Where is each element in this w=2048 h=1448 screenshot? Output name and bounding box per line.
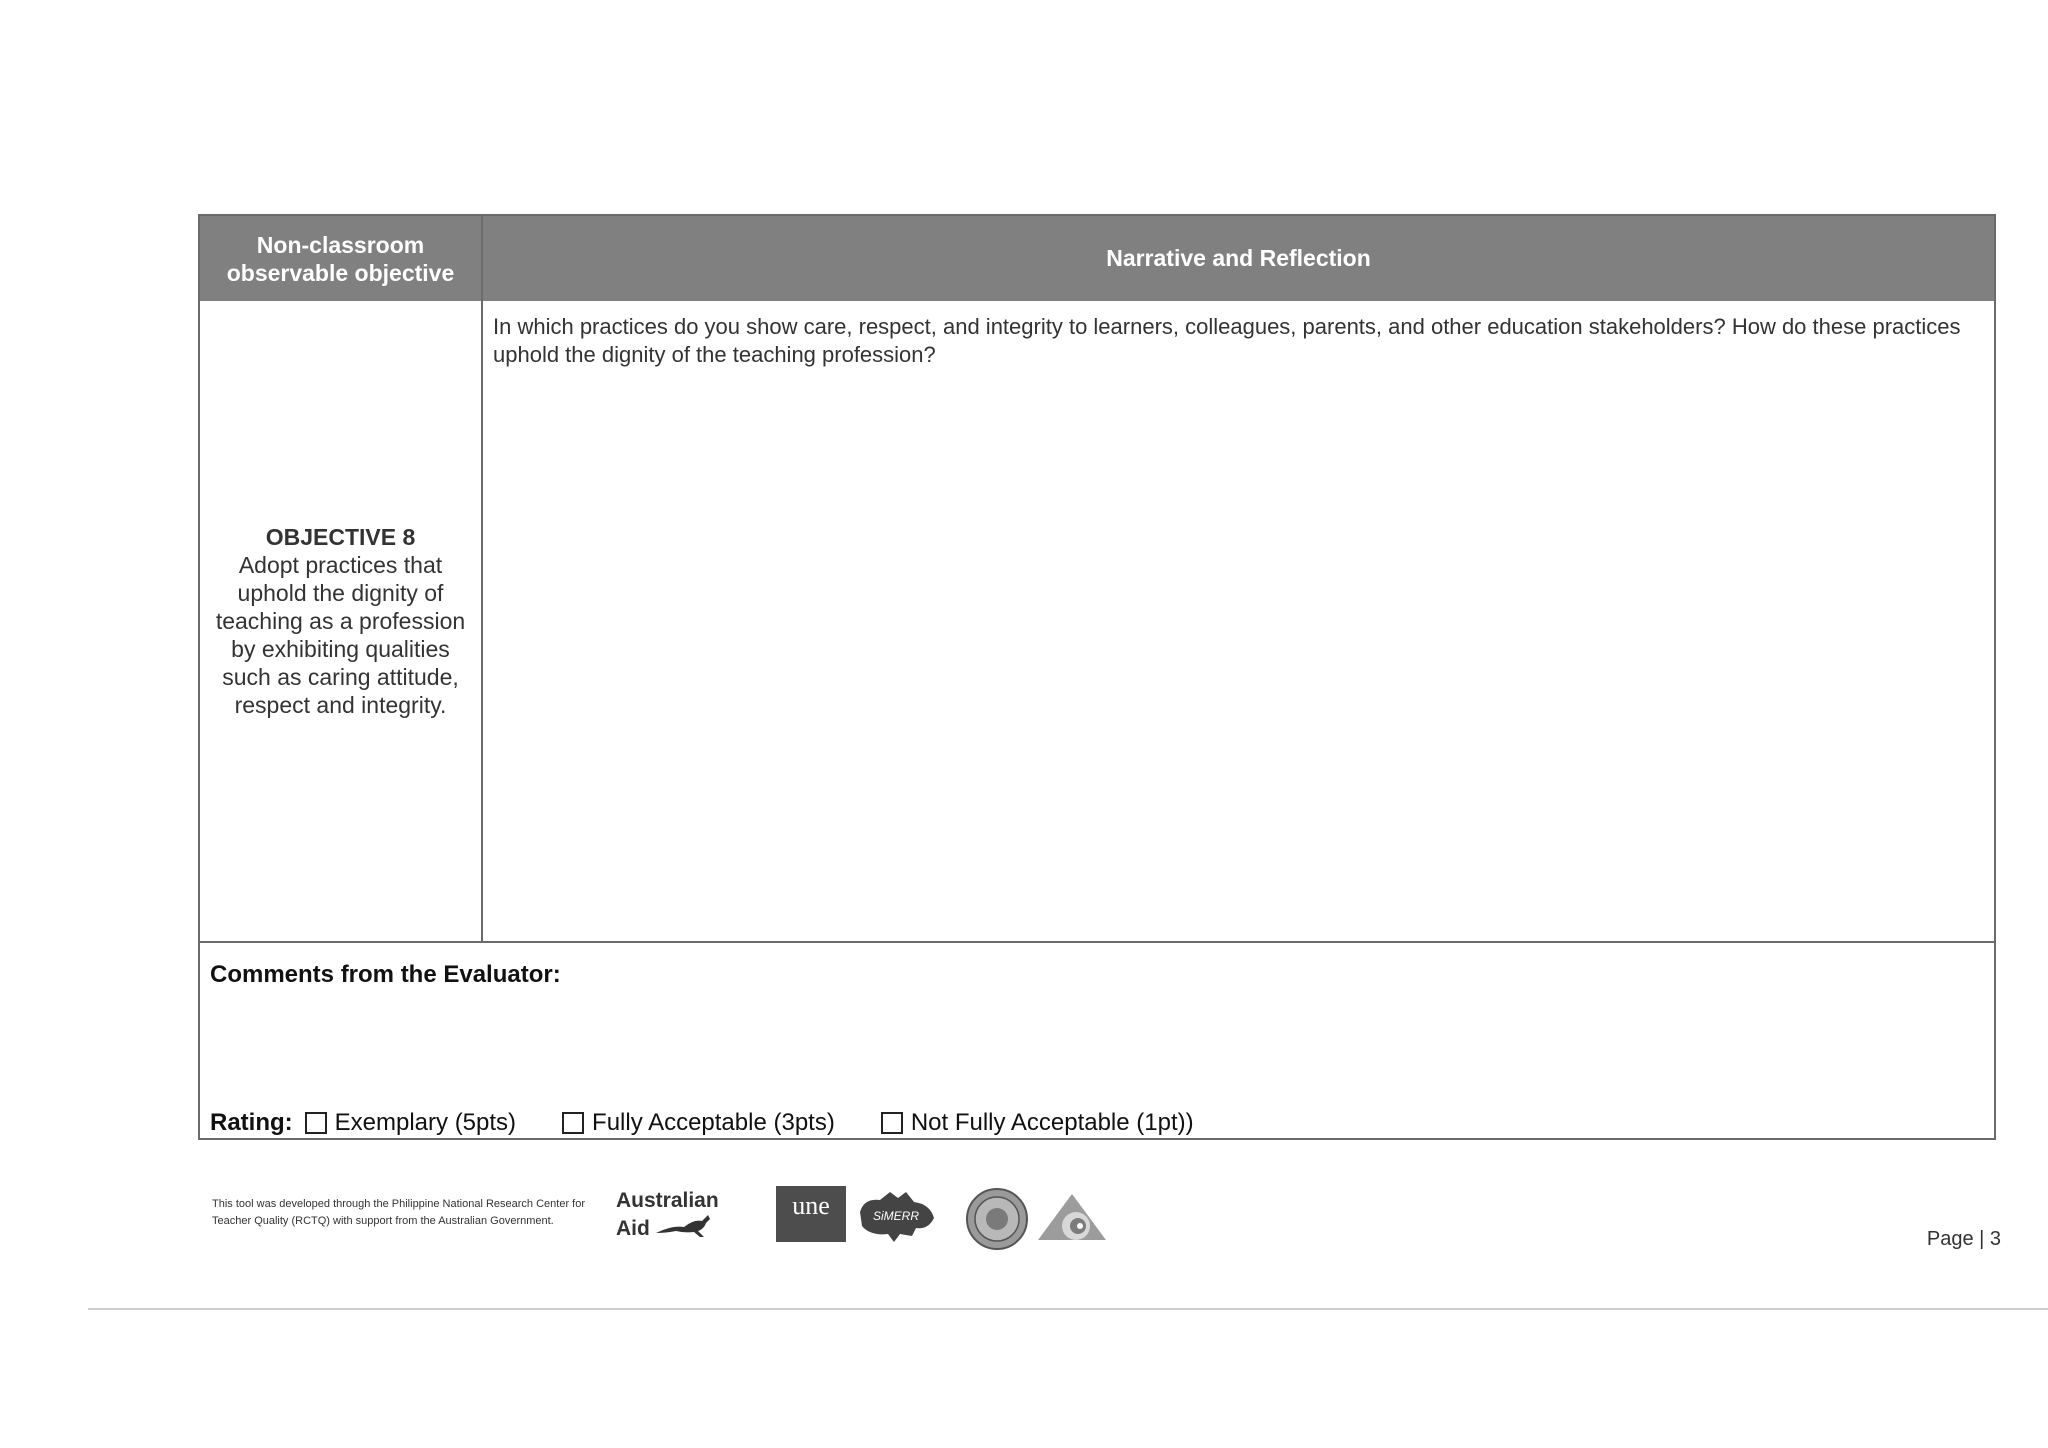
header-objective-column: Non-classroom observable objective [200,216,483,301]
rating-option-not-fully-acceptable[interactable] [881,1109,1194,1137]
objective-row [200,301,1994,943]
rating-option-fully-acceptable[interactable] [562,1109,835,1137]
australian-aid-logo [616,1190,756,1250]
observation-form-table [198,214,1996,1140]
table-header-row [200,216,1994,301]
exemplary-checkbox[interactable] [305,1112,327,1134]
seal-icon [958,1186,1036,1252]
evaluator-comments-section[interactable] [200,943,1994,1140]
une-logo-text: une [792,1191,830,1220]
narrative-cell[interactable] [483,301,1994,941]
page-number: Page | 3 [1926,1228,2001,1250]
spiral-icon [1034,1190,1110,1250]
australian-aid-word-2: Aid [616,1217,650,1240]
une-logo [776,1186,846,1242]
not-fully-acceptable-label: Not Fully Acceptable (1pt)) [910,1109,1194,1136]
comments-label: Comments from the Evaluator: [210,961,561,988]
rating-line [210,1106,1240,1140]
fully-acceptable-label: Fully Acceptable (3pts) [592,1109,835,1136]
page-footer [212,1186,2002,1258]
objective-title: OBJECTIVE 8 [265,524,416,550]
rating-option-exemplary[interactable] [305,1109,516,1137]
exemplary-label: Exemplary (5pts) [334,1109,517,1136]
australian-aid-word-1: Australian [616,1189,719,1212]
footer-note: This tool was developed through the Philippine National Research Center for Teacher Quality (RCTQ) with support from the Australian Government. [212,1198,585,1227]
not-fully-acceptable-checkbox[interactable] [881,1112,903,1134]
simerr-text: SiMERR [872,1209,920,1223]
footer-divider [88,1308,2048,1310]
narrative-prompt: In which practices do you show care, respect, and integrity to learners, colleagues, parents, and other education stakeholders? How do these practices uphold the dignity of the teaching profession? [493,314,1961,367]
objective-description: Adopt practices that uphold the dignity of teaching as a profession by exhibiting qualities such as caring attitude, respect and integrity. [215,552,466,718]
australia-map-icon [854,1188,938,1246]
header-narrative-column: Narrative and Reflection [1106,245,1371,271]
rating-label: Rating: [210,1109,293,1136]
objective-cell [200,301,483,941]
kangaroo-icon [654,1211,718,1239]
fully-acceptable-checkbox[interactable] [562,1112,584,1134]
